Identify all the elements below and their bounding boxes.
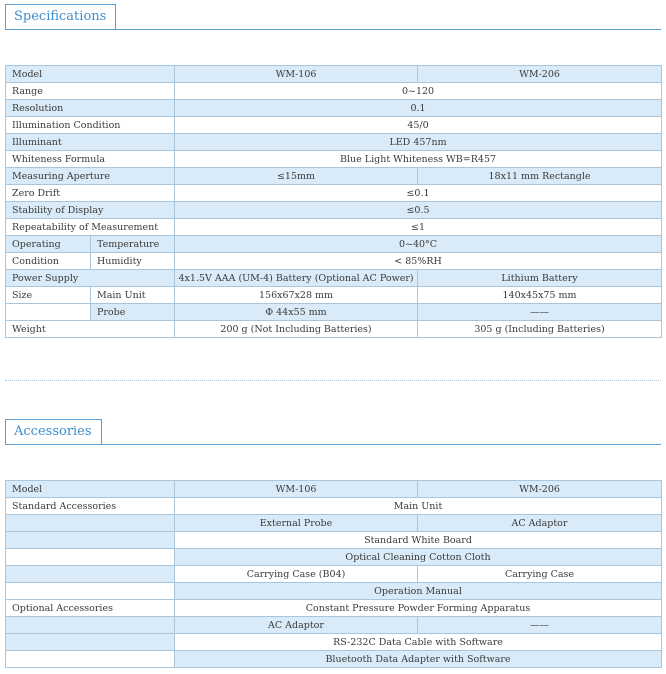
row-label: Stability of Display <box>6 202 175 219</box>
table-row <box>6 117 662 134</box>
row-label: Illuminant <box>6 134 175 151</box>
table-row <box>6 219 662 236</box>
accessory-item: Carrying Case (B04) <box>175 566 418 583</box>
row-label: Illumination Condition <box>6 117 175 134</box>
label-empty <box>6 566 175 583</box>
table-row <box>6 304 662 321</box>
table-row <box>6 66 662 83</box>
heading-rule <box>5 29 661 30</box>
probe-wm206: —— <box>418 304 662 321</box>
temperature-label: Temperature <box>91 236 175 253</box>
row-label: Repeatability of Measurement <box>6 219 175 236</box>
section-divider <box>5 380 661 381</box>
row-value: ≤0.1 <box>175 185 662 202</box>
header-model-label: Model <box>6 481 175 498</box>
operating-label-line1: Operating <box>6 236 91 253</box>
label-empty <box>6 651 175 668</box>
header-wm106: WM-106 <box>175 481 418 498</box>
table-row <box>6 253 662 270</box>
humidity-value: < 85%RH <box>175 253 662 270</box>
heading-rule <box>5 444 661 445</box>
row-label: Range <box>6 83 175 100</box>
table-row <box>6 202 662 219</box>
table-row <box>6 600 662 617</box>
main-unit-wm206: 140x45x75 mm <box>418 287 662 304</box>
row-label: Weight <box>6 321 175 338</box>
accessories-heading <box>5 419 661 445</box>
optional-accessories-label: Optional Accessories <box>6 600 175 617</box>
table-row <box>6 532 662 549</box>
main-unit-label: Main Unit <box>91 287 175 304</box>
label-empty <box>6 634 175 651</box>
size-label: Size <box>6 287 91 304</box>
table-row <box>6 634 662 651</box>
row-value: ≤0.5 <box>175 202 662 219</box>
row-label: Measuring Aperture <box>6 168 175 185</box>
header-wm106: WM-106 <box>175 66 418 83</box>
label-empty <box>6 532 175 549</box>
table-row <box>6 151 662 168</box>
accessory-item: AC Adaptor <box>175 617 418 634</box>
table-row <box>6 83 662 100</box>
header-wm206: WM-206 <box>418 66 662 83</box>
table-row <box>6 270 662 287</box>
label-empty <box>6 583 175 600</box>
specifications-title: Specifications <box>5 4 116 29</box>
accessory-item: Constant Pressure Powder Forming Apparatus <box>175 600 662 617</box>
accessory-item: —— <box>418 617 662 634</box>
table-row <box>6 549 662 566</box>
header-model-label: Model <box>6 66 175 83</box>
main-unit-wm106: 156x67x28 mm <box>175 287 418 304</box>
specifications-table <box>5 65 662 338</box>
temperature-value: 0~40°C <box>175 236 662 253</box>
table-row <box>6 168 662 185</box>
row-value: 45/0 <box>175 117 662 134</box>
accessory-item: RS-232C Data Cable with Software <box>175 634 662 651</box>
table-row <box>6 185 662 202</box>
accessory-item: Optical Cleaning Cotton Cloth <box>175 549 662 566</box>
accessory-item: AC Adaptor <box>418 515 662 532</box>
accessory-item: External Probe <box>175 515 418 532</box>
table-row <box>6 134 662 151</box>
operating-label-line2: Condition <box>6 253 91 270</box>
row-value-wm206: Lithium Battery <box>418 270 662 287</box>
row-label: Resolution <box>6 100 175 117</box>
label-empty <box>6 549 175 566</box>
table-row <box>6 100 662 117</box>
row-value: 0.1 <box>175 100 662 117</box>
label-empty <box>6 515 175 532</box>
table-row <box>6 498 662 515</box>
table-row <box>6 481 662 498</box>
probe-label: Probe <box>91 304 175 321</box>
humidity-label: Humidity <box>91 253 175 270</box>
row-value-wm106: 4x1.5V AAA (UM-4) Battery (Optional AC Power) <box>175 270 418 287</box>
accessory-item: Operation Manual <box>175 583 662 600</box>
table-row <box>6 583 662 600</box>
standard-accessories-label: Standard Accessories <box>6 498 175 515</box>
table-row <box>6 617 662 634</box>
row-value-wm106: ≤15mm <box>175 168 418 185</box>
row-label: Power Supply <box>6 270 175 287</box>
row-value-wm206: 305 g (Including Batteries) <box>418 321 662 338</box>
row-value: LED 457nm <box>175 134 662 151</box>
row-label: Whiteness Formula <box>6 151 175 168</box>
row-value: 0~120 <box>175 83 662 100</box>
accessory-item: Carrying Case <box>418 566 662 583</box>
row-value: Blue Light Whiteness WB=R457 <box>175 151 662 168</box>
size-label-empty <box>6 304 91 321</box>
table-row <box>6 236 662 253</box>
row-value-wm206: 18x11 mm Rectangle <box>418 168 662 185</box>
header-wm206: WM-206 <box>418 481 662 498</box>
label-empty <box>6 617 175 634</box>
table-row <box>6 321 662 338</box>
table-row <box>6 515 662 532</box>
specifications-heading <box>5 4 661 30</box>
table-row <box>6 287 662 304</box>
accessories-title: Accessories <box>5 419 102 444</box>
accessory-item: Standard White Board <box>175 532 662 549</box>
row-label: Zero Drift <box>6 185 175 202</box>
accessories-table <box>5 480 662 668</box>
probe-wm106: Φ 44x55 mm <box>175 304 418 321</box>
accessory-item: Bluetooth Data Adapter with Software <box>175 651 662 668</box>
row-value: ≤1 <box>175 219 662 236</box>
table-row <box>6 566 662 583</box>
accessory-item: Main Unit <box>175 498 662 515</box>
table-row <box>6 651 662 668</box>
row-value-wm106: 200 g (Not Including Batteries) <box>175 321 418 338</box>
